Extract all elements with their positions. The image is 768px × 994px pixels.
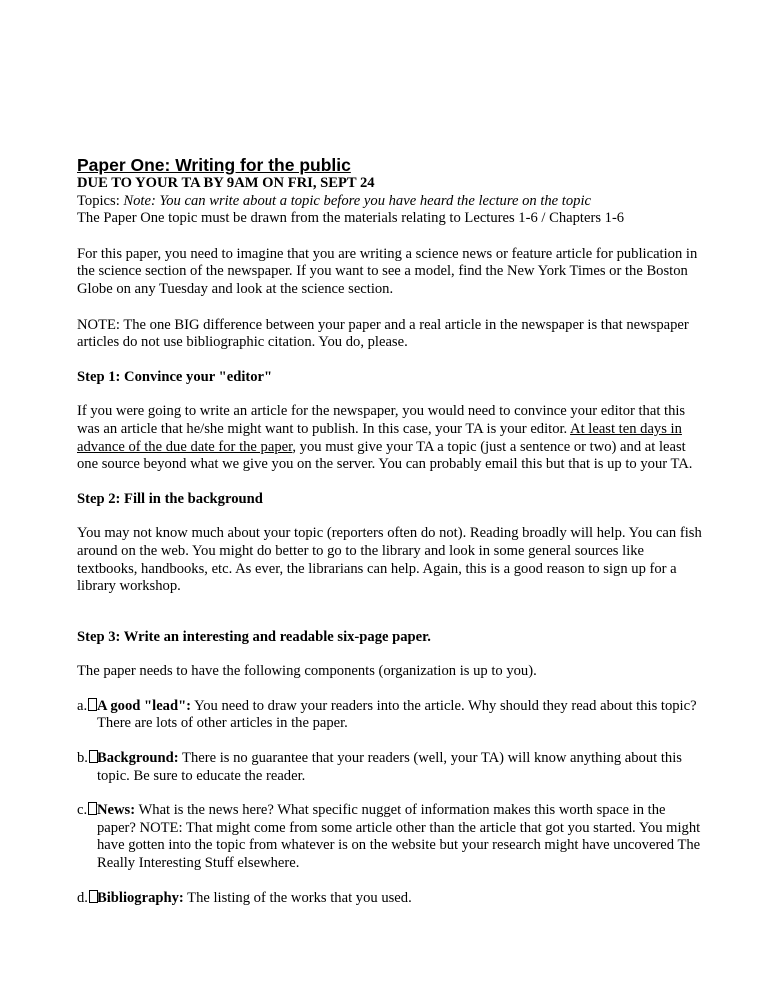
step1-text-a: If you were going to write an article for the newspaper, you would need to convince your editor that this was an article that he/she might want to publish. In this case, your TA is your editor. [77, 403, 686, 437]
topics-label: Topics: [77, 192, 124, 209]
step2-paragraph: You may not know much about your topic (reporters often do not). Reading broadly will help. You can fish around on the web. You might do better to go to the library and look in some general sources like textbooks, handbooks, etc. As ever, the librarians can help. Again, this is a good reason to sign up for a library workshop. [77, 525, 702, 595]
list-marker: c. [77, 802, 97, 820]
missing-glyph-icon [89, 750, 98, 763]
step3-heading: Step 3: Write an interesting and readable six-page paper. [77, 628, 431, 645]
topics-line [77, 193, 702, 211]
component-item-news [77, 802, 702, 872]
citation-note: NOTE: The one BIG difference between your paper and a real article in the newspaper is that newspaper articles do not use bibliographic citation. You do, please. [77, 316, 689, 351]
missing-glyph-icon [88, 802, 97, 815]
document-title: Paper One: Writing for the public [77, 155, 351, 175]
component-label: Bibliography: [97, 889, 184, 906]
component-text: The listing of the works that you used. [183, 889, 412, 906]
missing-glyph-icon [89, 890, 98, 903]
list-marker: a. [77, 698, 97, 716]
component-text: What is the news here? What specific nugget of information makes this worth space in the paper? NOTE: That might come from some article other than the article that got you started. You might have gotten into the topic from whatever is on the website but your research might have uncovered The Really Interesting Stuff elsewhere. [97, 802, 701, 872]
topic-rule: The Paper One topic must be drawn from the materials relating to Lectures 1-6 / Chapters 1-6 [77, 210, 625, 227]
step1-text-b: , you must give your TA a topic (just a sentence or two) and at least one source beyond what we give you on the server. You can probably email this but that is up to your TA. [77, 438, 693, 473]
component-item-lead [77, 698, 702, 733]
component-label: Background: [97, 750, 179, 767]
step3-intro: The paper needs to have the following components (organization is up to you). [77, 663, 537, 680]
missing-glyph-icon [88, 698, 97, 711]
topics-note: Note: You can write about a topic before you have heard the lecture on the topic [123, 192, 591, 209]
list-marker: b. [77, 750, 98, 768]
step1-heading: Step 1: Convince your "editor" [77, 368, 273, 385]
component-label: News: [97, 802, 136, 819]
due-date: DUE TO YOUR TA BY 9AM ON FRI, SEPT 24 [77, 175, 375, 191]
component-item-background [77, 750, 702, 785]
component-item-bibliography [77, 890, 702, 908]
component-label: A good "lead": [97, 697, 192, 714]
step2-heading: Step 2: Fill in the background [77, 490, 263, 507]
step1-paragraph [77, 403, 702, 473]
component-text: There is no guarantee that your readers (well, your TA) will know anything about this topic. Be sure to educate the reader. [97, 750, 682, 784]
step1-deadline: At least ten days in advance of the due date for the paper [77, 420, 682, 455]
document-page [77, 155, 702, 907]
component-text: You need to draw your readers into the article. Why should they read about this topic? There are lots of other articles in the paper. [97, 697, 697, 732]
list-marker: d. [77, 890, 98, 908]
intro-paragraph: For this paper, you need to imagine that you are writing a science news or feature article for publication in the science section of the newspaper. If you want to see a model, find the New York Times or the Boston Globe on any Tuesday and look at the science section. [77, 245, 698, 297]
